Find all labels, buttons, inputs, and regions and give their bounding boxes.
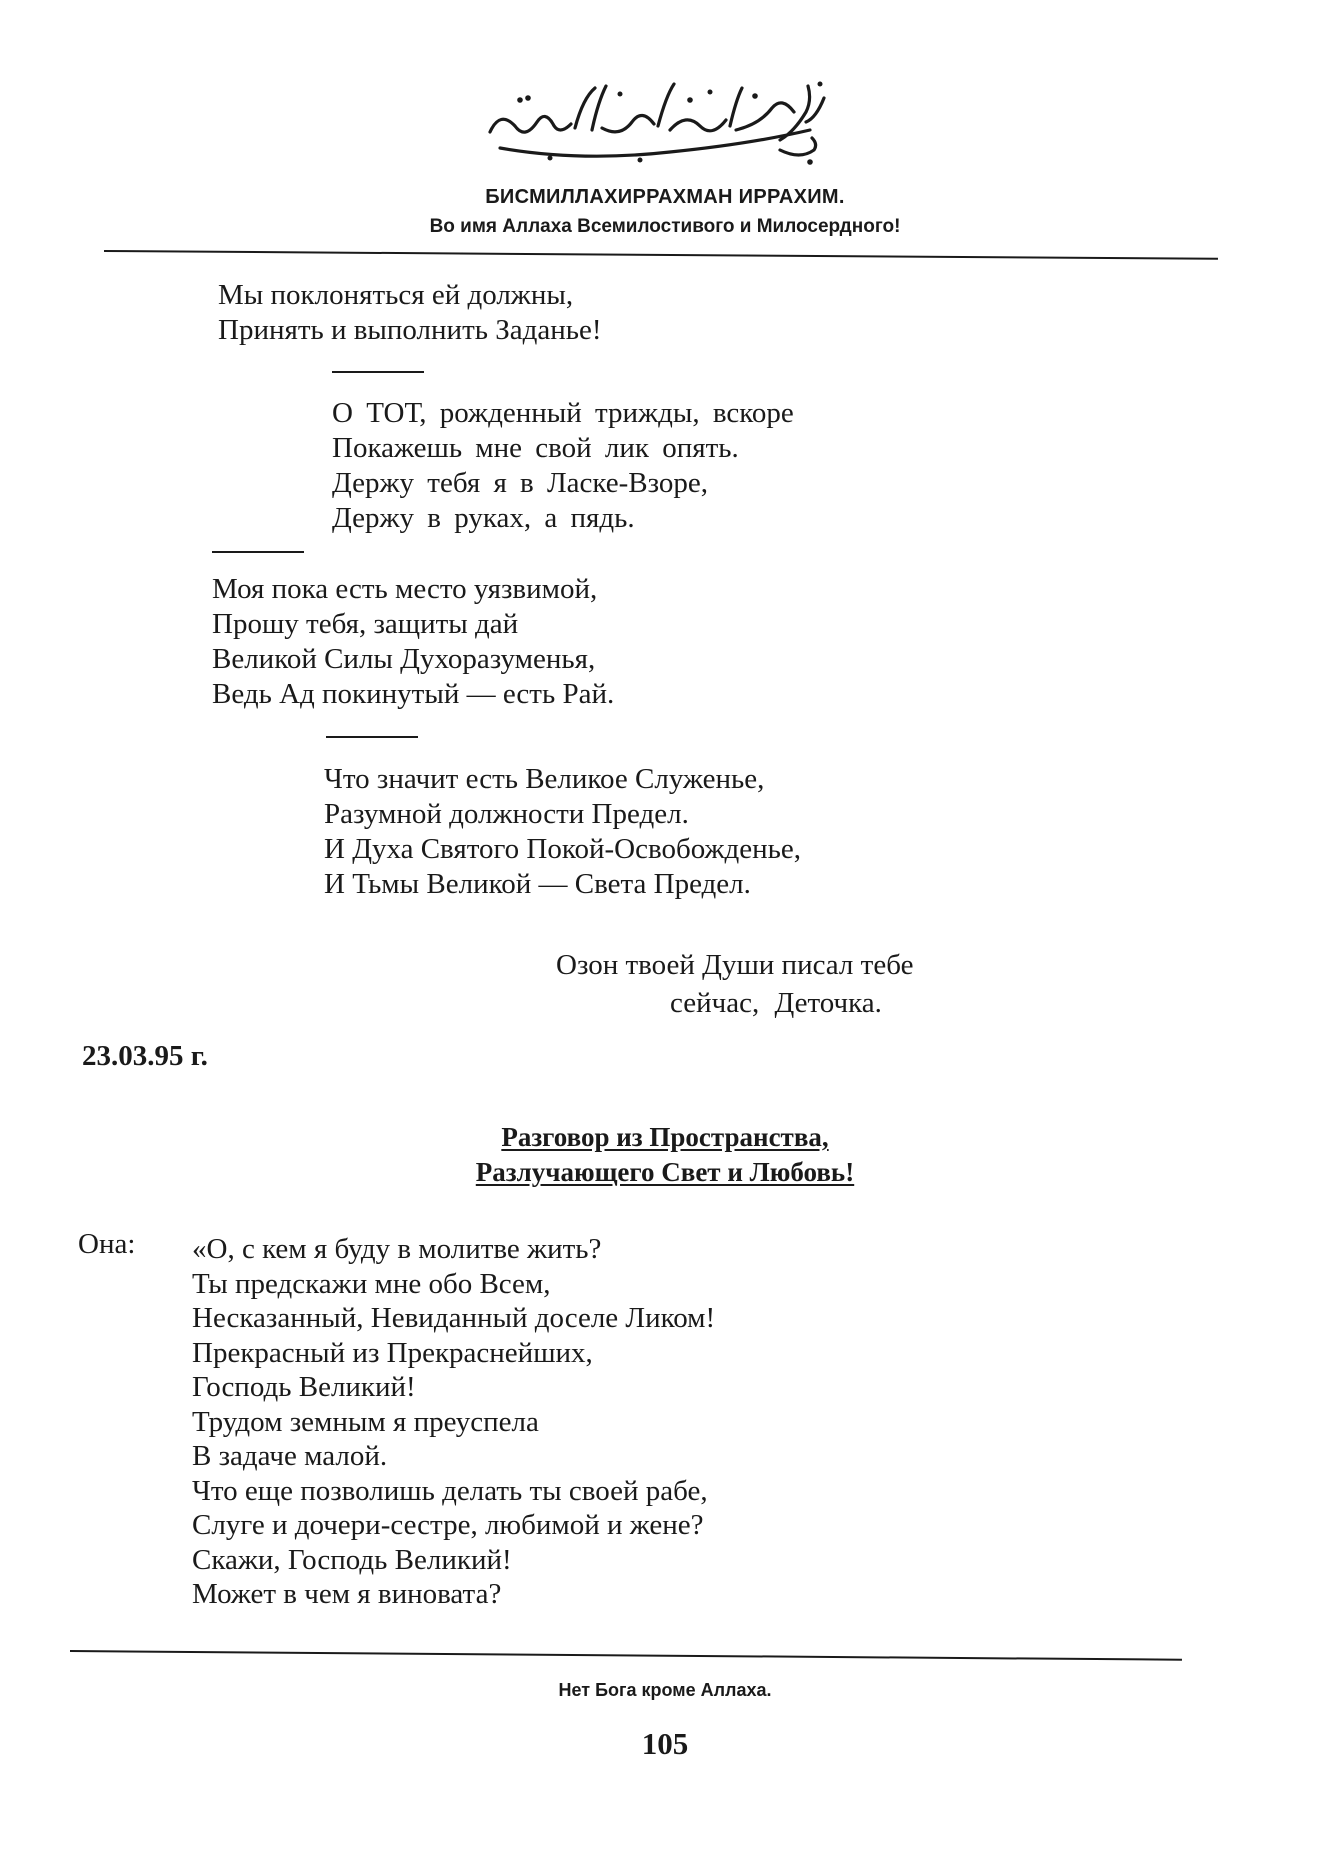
bismillah-transliteration: БИСМИЛЛАХИРРАХМАН ИРРАХИМ. xyxy=(485,186,845,208)
stanza-line: Разумной должности Предел. xyxy=(324,798,689,830)
stanza-line: И Тьмы Великой — Света Предел. xyxy=(324,868,751,900)
section-title xyxy=(0,1120,1330,1190)
dialogue-line: Несказанный, Невиданный доселе Ликом! xyxy=(192,1302,716,1334)
page-number: 105 xyxy=(641,1726,689,1761)
stanza-divider xyxy=(326,736,418,738)
stanza-line: Принять и выполнить Заданье! xyxy=(218,314,602,346)
stanza-line: Ведь Ад покинутый — есть Рай. xyxy=(212,678,615,710)
dialogue-line: Что еще позволишь делать ты своей рабе, xyxy=(192,1474,708,1507)
stanza-line: Прошу тебя, защиты дай xyxy=(212,608,519,640)
section-title-line-1: Разговор из Пространства, xyxy=(501,1122,829,1152)
dialogue-line: «О, с кем я буду в молитве жить? xyxy=(192,1233,602,1265)
stanza-line: Великой Силы Духоразуменья, xyxy=(212,643,596,675)
stanza-3 xyxy=(212,572,614,712)
header-rule xyxy=(104,250,1218,260)
bismillah-translation: Во имя Аллаха Всемилостивого и Милосердного! xyxy=(429,216,901,237)
stanza-line: Мы поклоняться ей должны, xyxy=(218,279,574,311)
stanza-2 xyxy=(332,396,794,536)
dialogue-line: Слуге и дочери-сестре, любимой и жене? xyxy=(192,1509,704,1541)
bismillah-calligraphy xyxy=(480,70,840,170)
dialogue-line: Ты предскажи мне обо Всем, xyxy=(192,1267,551,1300)
dialogue-line: Прекрасный из Прекраснейших, xyxy=(192,1336,593,1369)
stanza-line: Держу тебя я в Ласке-Взоре, xyxy=(332,467,709,499)
section-title-line-2: Разлучающего Свет и Любовь! xyxy=(475,1157,855,1187)
footer-rule xyxy=(70,1650,1182,1661)
stanza-divider xyxy=(332,371,424,373)
stanza-4 xyxy=(324,762,801,902)
dialogue-line: Господь Великий! xyxy=(192,1371,416,1403)
signature-line-2: сейчас, Деточка. xyxy=(670,987,882,1019)
dialogue-line: Трудом земным я преуспела xyxy=(192,1405,539,1438)
stanza-divider xyxy=(212,551,304,553)
dialogue-line: Может в чем я виновата? xyxy=(192,1578,502,1610)
dialogue-lines xyxy=(192,1232,715,1612)
stanza-line: Держу в руках, а пядь. xyxy=(332,502,635,534)
entry-date: 23.03.95 г. xyxy=(82,1040,208,1072)
stanza-1 xyxy=(218,278,602,348)
dialogue-line: Скажи, Господь Великий! xyxy=(192,1543,512,1576)
signature-line-1: Озон твоей Души писал тебе xyxy=(556,949,914,981)
stanza-line: Моя пока есть место уязвимой, xyxy=(212,573,598,605)
speaker-label: Она: xyxy=(78,1228,136,1260)
stanza-line: О ТОТ, рожденный трижды, вскоре xyxy=(332,397,794,429)
stanza-line: И Духа Святого Покой-Освобожденье, xyxy=(324,833,802,865)
dialogue-line: В задаче малой. xyxy=(192,1440,388,1472)
stanza-line: Покажешь мне свой лик опять. xyxy=(332,432,739,464)
page-footer: Нет Бога кроме Аллаха. xyxy=(558,1680,772,1700)
stanza-line: Что значит есть Великое Служенье, xyxy=(324,763,765,795)
